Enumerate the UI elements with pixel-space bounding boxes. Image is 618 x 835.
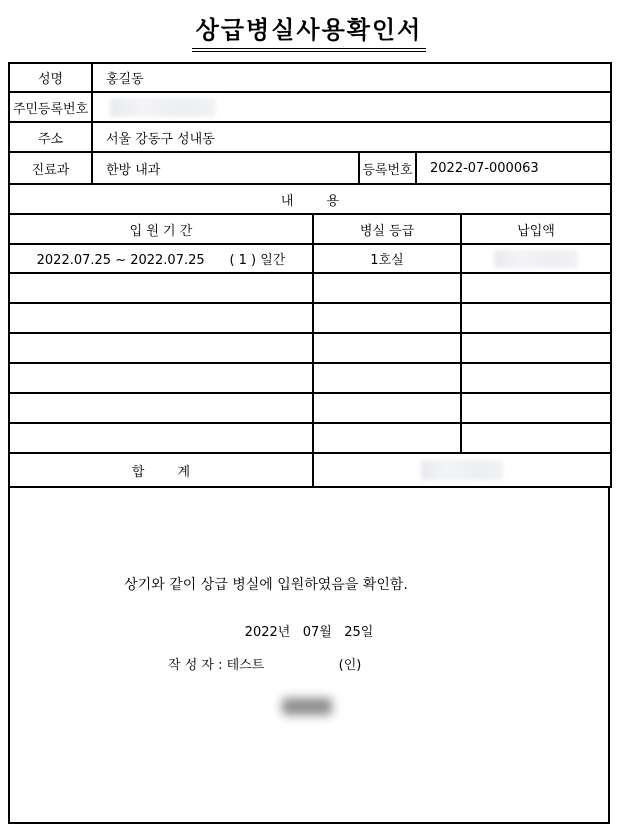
total-row <box>9 453 611 487</box>
total-label: 합 계 <box>9 453 313 487</box>
content-section-title: 내 용 <box>9 184 611 214</box>
department-label: 진료과 <box>9 152 92 184</box>
amount-redaction <box>494 250 578 268</box>
total-amount-cell <box>313 453 611 487</box>
regno-value: 2022-07-000063 <box>416 152 611 184</box>
address-label: 주소 <box>9 122 92 152</box>
total-amount-redaction <box>421 460 503 480</box>
department-row <box>9 152 611 184</box>
confirmation-box <box>8 486 610 824</box>
confirmation-statement: 상기와 같이 상급 병실에 입원하였음을 확인함. <box>124 577 408 593</box>
empty-row <box>9 333 611 363</box>
info-table <box>8 62 612 215</box>
name-row <box>9 63 611 92</box>
stamp-redaction <box>282 698 332 715</box>
content-header-row <box>9 214 611 244</box>
rrn-label: 주민등록번호 <box>9 92 92 122</box>
empty-row <box>9 393 611 423</box>
rrn-row <box>9 92 611 122</box>
amount-value-cell <box>461 244 611 273</box>
rrn-value-cell <box>92 92 611 122</box>
department-value: 한방 내과 <box>92 152 359 184</box>
document-date: 2022년 07월 25일 <box>244 625 374 640</box>
period-value: 2022.07.25 ~ 2022.07.25 ( 1 ) 일간 <box>9 244 313 273</box>
empty-row <box>9 363 611 393</box>
column-header-period: 입 원 기 간 <box>9 214 313 244</box>
room-class-value: 1호실 <box>313 244 461 273</box>
column-header-amount: 납입액 <box>461 214 611 244</box>
content-section-row <box>9 184 611 214</box>
rrn-redaction <box>110 98 216 117</box>
content-table <box>8 213 612 488</box>
author-line: 작 성 자 : 테스트 (인) <box>168 658 362 673</box>
column-header-room-class: 병실 등급 <box>313 214 461 244</box>
title-wrap <box>0 10 618 52</box>
content-data-row <box>9 244 611 273</box>
empty-row <box>9 423 611 453</box>
empty-row <box>9 273 611 303</box>
regno-label: 등록번호 <box>359 152 416 184</box>
page-title: 상급병실사용확인서 <box>192 10 427 52</box>
address-row <box>9 122 611 152</box>
address-value: 서울 강동구 성내동 <box>92 122 611 152</box>
name-label: 성명 <box>9 63 92 92</box>
empty-row <box>9 303 611 333</box>
name-value: 홍길동 <box>92 63 611 92</box>
tables-wrap <box>8 62 610 824</box>
